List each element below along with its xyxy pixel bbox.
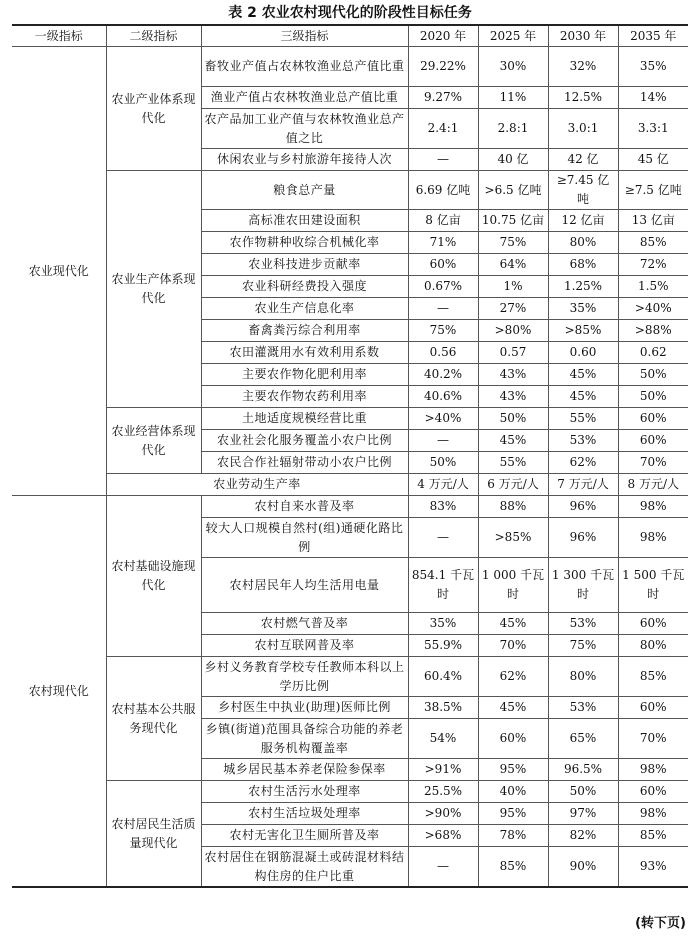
target-value-2030: 42 亿 bbox=[548, 149, 618, 171]
target-value-2035: 60% bbox=[618, 430, 688, 452]
table-row bbox=[12, 781, 688, 803]
target-value-2025: 1 000 千瓦时 bbox=[478, 558, 548, 613]
target-value-2035: 85% bbox=[618, 825, 688, 847]
target-value-2035: 98% bbox=[618, 803, 688, 825]
target-value-2020: 29.22% bbox=[408, 47, 478, 87]
target-value-2030: 53% bbox=[548, 430, 618, 452]
target-value-2025: 10.75 亿亩 bbox=[478, 210, 548, 232]
target-value-2035: 0.62 bbox=[618, 342, 688, 364]
target-value-2025: 78% bbox=[478, 825, 548, 847]
table-body bbox=[12, 47, 688, 888]
target-value-2020: 38.5% bbox=[408, 697, 478, 719]
target-value-2035: >88% bbox=[618, 320, 688, 342]
level3-indicator: 主要农作物化肥利用率 bbox=[201, 364, 408, 386]
table-title: 表 2 农业农村现代化的阶段性目标任务 bbox=[228, 5, 472, 21]
target-value-2020: 40.2% bbox=[408, 364, 478, 386]
target-value-2035: 98% bbox=[618, 518, 688, 558]
target-value-2025: 45% bbox=[478, 430, 548, 452]
target-value-2030: 45% bbox=[548, 364, 618, 386]
target-value-2020: 6.69 亿吨 bbox=[408, 171, 478, 210]
target-value-2025: 40% bbox=[478, 781, 548, 803]
target-value-2035: 1 500 千瓦时 bbox=[618, 558, 688, 613]
target-value-2025: 50% bbox=[478, 408, 548, 430]
level3-indicator: 农产品加工业产值与农林牧渔业总产值之比 bbox=[201, 109, 408, 149]
level3-indicator: 农村自来水普及率 bbox=[201, 496, 408, 518]
target-value-2025: 95% bbox=[478, 759, 548, 781]
level3-indicator: 渔业产值占农林牧渔业总产值比重 bbox=[201, 87, 408, 109]
target-value-2020: 854.1 千瓦时 bbox=[408, 558, 478, 613]
level2-indicator: 农业产业体系现代化 bbox=[106, 47, 201, 171]
header-cell: 二级指标 bbox=[106, 25, 201, 47]
level3-indicator: 畜牧业产值占农林牧渔业总产值比重 bbox=[201, 47, 408, 87]
target-value-2025: 55% bbox=[478, 452, 548, 474]
target-value-2025: 75% bbox=[478, 232, 548, 254]
header-row bbox=[12, 25, 688, 47]
target-value-2035: 93% bbox=[618, 847, 688, 888]
level2-indicator: 农村基本公共服务现代化 bbox=[106, 657, 201, 781]
target-value-2030: 0.60 bbox=[548, 342, 618, 364]
target-value-2035: 60% bbox=[618, 613, 688, 635]
header-cell: 2035 年 bbox=[618, 25, 688, 47]
target-value-2020: — bbox=[408, 430, 478, 452]
header-cell: 一级指标 bbox=[12, 25, 106, 47]
header-cell: 2020 年 bbox=[408, 25, 478, 47]
target-value-2025: >85% bbox=[478, 518, 548, 558]
target-value-2020: 40.6% bbox=[408, 386, 478, 408]
level3-indicator: 较大人口规模自然村(组)通硬化路比例 bbox=[201, 518, 408, 558]
target-value-2030: 65% bbox=[548, 719, 618, 759]
target-value-2035: 98% bbox=[618, 759, 688, 781]
target-value-2025: 40 亿 bbox=[478, 149, 548, 171]
continued-note: (转下页) bbox=[635, 916, 686, 931]
target-value-2020: — bbox=[408, 518, 478, 558]
target-value-2025: 6 万元/人 bbox=[478, 474, 548, 496]
target-value-2035: 60% bbox=[618, 781, 688, 803]
target-value-2035: 13 亿亩 bbox=[618, 210, 688, 232]
target-value-2025: 88% bbox=[478, 496, 548, 518]
level3-indicator: 农业科技进步贡献率 bbox=[201, 254, 408, 276]
level3-indicator: 休闲农业与乡村旅游年接待人次 bbox=[201, 149, 408, 171]
target-value-2020: >91% bbox=[408, 759, 478, 781]
level3-indicator: 农作物耕种收综合机械化率 bbox=[201, 232, 408, 254]
level3-indicator: 农业科研经费投入强度 bbox=[201, 276, 408, 298]
target-value-2020: 2.4:1 bbox=[408, 109, 478, 149]
level3-indicator: 乡村医生中执业(助理)医师比例 bbox=[201, 697, 408, 719]
table-row bbox=[12, 657, 688, 697]
level1-indicator: 农村现代化 bbox=[12, 496, 106, 888]
level3-indicator: 高标准农田建设面积 bbox=[201, 210, 408, 232]
target-value-2030: 80% bbox=[548, 232, 618, 254]
target-value-2030: 35% bbox=[548, 298, 618, 320]
level3-indicator: 农民合作社辐射带动小农户比例 bbox=[201, 452, 408, 474]
level3-indicator: 乡村义务教育学校专任教师本科以上学历比例 bbox=[201, 657, 408, 697]
level3-indicator: 农业社会化服务覆盖小农户比例 bbox=[201, 430, 408, 452]
level3-indicator: 畜禽粪污综合利用率 bbox=[201, 320, 408, 342]
header-cell: 三级指标 bbox=[201, 25, 408, 47]
target-value-2030: 12.5% bbox=[548, 87, 618, 109]
target-value-2030: 53% bbox=[548, 697, 618, 719]
target-value-2030: 80% bbox=[548, 657, 618, 697]
target-value-2035: 1.5% bbox=[618, 276, 688, 298]
level2-indicator: 农业生产体系现代化 bbox=[106, 171, 201, 408]
target-value-2035: 14% bbox=[618, 87, 688, 109]
level3-indicator: 农村生活污水处理率 bbox=[201, 781, 408, 803]
target-value-2035: 3.3:1 bbox=[618, 109, 688, 149]
target-value-2030: 68% bbox=[548, 254, 618, 276]
table-row bbox=[12, 474, 688, 496]
target-value-2030: 62% bbox=[548, 452, 618, 474]
target-value-2020: 83% bbox=[408, 496, 478, 518]
level3-indicator: 农村居住在钢筋混凝土或砖混材料结构住房的住户比重 bbox=[201, 847, 408, 888]
level2-indicator: 农村基础设施现代化 bbox=[106, 496, 201, 657]
target-value-2020: 54% bbox=[408, 719, 478, 759]
target-value-2030: 97% bbox=[548, 803, 618, 825]
target-value-2025: 60% bbox=[478, 719, 548, 759]
target-value-2020: 25.5% bbox=[408, 781, 478, 803]
target-value-2020: — bbox=[408, 298, 478, 320]
target-value-2030: 96.5% bbox=[548, 759, 618, 781]
target-value-2020: 55.9% bbox=[408, 635, 478, 657]
target-value-2030: 53% bbox=[548, 613, 618, 635]
level3-indicator: 农村燃气普及率 bbox=[201, 613, 408, 635]
target-value-2020: — bbox=[408, 847, 478, 888]
target-value-2020: 0.67% bbox=[408, 276, 478, 298]
target-value-2020: 35% bbox=[408, 613, 478, 635]
target-value-2035: 8 万元/人 bbox=[618, 474, 688, 496]
target-value-2025: >6.5 亿吨 bbox=[478, 171, 548, 210]
target-value-2020: >68% bbox=[408, 825, 478, 847]
target-value-2035: 70% bbox=[618, 452, 688, 474]
level3-indicator: 城乡居民基本养老保险参保率 bbox=[201, 759, 408, 781]
target-value-2025: 64% bbox=[478, 254, 548, 276]
target-value-2030: 32% bbox=[548, 47, 618, 87]
target-value-2030: 55% bbox=[548, 408, 618, 430]
target-value-2035: 70% bbox=[618, 719, 688, 759]
target-value-2025: 2.8:1 bbox=[478, 109, 548, 149]
target-value-2025: 11% bbox=[478, 87, 548, 109]
target-value-2035: 85% bbox=[618, 232, 688, 254]
target-value-2030: 3.0:1 bbox=[548, 109, 618, 149]
target-value-2020: >40% bbox=[408, 408, 478, 430]
table-row bbox=[12, 496, 688, 518]
level2-indicator: 农业经营体系现代化 bbox=[106, 408, 201, 474]
target-value-2020: — bbox=[408, 149, 478, 171]
table-row bbox=[12, 47, 688, 87]
target-value-2035: 72% bbox=[618, 254, 688, 276]
target-value-2030: 1 300 千瓦时 bbox=[548, 558, 618, 613]
target-value-2020: 75% bbox=[408, 320, 478, 342]
target-value-2025: 0.57 bbox=[478, 342, 548, 364]
level3-indicator: 农村无害化卫生厕所普及率 bbox=[201, 825, 408, 847]
target-value-2025: 43% bbox=[478, 386, 548, 408]
target-value-2030: 96% bbox=[548, 496, 618, 518]
level3-indicator: 土地适度规模经营比重 bbox=[201, 408, 408, 430]
target-value-2020: 8 亿亩 bbox=[408, 210, 478, 232]
level3-indicator: 乡镇(街道)范围具备综合功能的养老服务机构覆盖率 bbox=[201, 719, 408, 759]
target-value-2020: 71% bbox=[408, 232, 478, 254]
level3-indicator: 农村互联网普及率 bbox=[201, 635, 408, 657]
target-value-2025: 27% bbox=[478, 298, 548, 320]
target-value-2020: >90% bbox=[408, 803, 478, 825]
target-value-2035: 35% bbox=[618, 47, 688, 87]
target-value-2030: 82% bbox=[548, 825, 618, 847]
target-value-2020: 9.27% bbox=[408, 87, 478, 109]
target-value-2030: >85% bbox=[548, 320, 618, 342]
target-value-2030: 1.25% bbox=[548, 276, 618, 298]
level3-indicator: 农村居民年人均生活用电量 bbox=[201, 558, 408, 613]
target-value-2030: 50% bbox=[548, 781, 618, 803]
target-value-2025: 85% bbox=[478, 847, 548, 888]
target-value-2025: >80% bbox=[478, 320, 548, 342]
target-value-2020: 60.4% bbox=[408, 657, 478, 697]
target-value-2020: 60% bbox=[408, 254, 478, 276]
target-value-2035: 50% bbox=[618, 386, 688, 408]
target-value-2025: 30% bbox=[478, 47, 548, 87]
target-value-2020: 4 万元/人 bbox=[408, 474, 478, 496]
target-value-2035: 45 亿 bbox=[618, 149, 688, 171]
target-value-2025: 45% bbox=[478, 697, 548, 719]
target-value-2030: ≥7.45 亿吨 bbox=[548, 171, 618, 210]
target-value-2030: 75% bbox=[548, 635, 618, 657]
target-value-2035: >40% bbox=[618, 298, 688, 320]
target-value-2030: 12 亿亩 bbox=[548, 210, 618, 232]
header-cell: 2025 年 bbox=[478, 25, 548, 47]
level3-indicator: 粮食总产量 bbox=[201, 171, 408, 210]
level3-indicator: 农业劳动生产率 bbox=[106, 474, 408, 496]
target-value-2025: 1% bbox=[478, 276, 548, 298]
target-value-2030: 7 万元/人 bbox=[548, 474, 618, 496]
header-cell: 2030 年 bbox=[548, 25, 618, 47]
target-value-2035: 60% bbox=[618, 408, 688, 430]
target-value-2030: 45% bbox=[548, 386, 618, 408]
target-value-2025: 62% bbox=[478, 657, 548, 697]
level3-indicator: 农业生产信息化率 bbox=[201, 298, 408, 320]
target-value-2035: 85% bbox=[618, 657, 688, 697]
target-value-2030: 96% bbox=[548, 518, 618, 558]
target-value-2035: 60% bbox=[618, 697, 688, 719]
level3-indicator: 农村生活垃圾处理率 bbox=[201, 803, 408, 825]
level3-indicator: 农田灌溉用水有效利用系数 bbox=[201, 342, 408, 364]
target-value-2025: 43% bbox=[478, 364, 548, 386]
level1-indicator: 农业现代化 bbox=[12, 47, 106, 496]
target-value-2025: 45% bbox=[478, 613, 548, 635]
target-value-2035: 80% bbox=[618, 635, 688, 657]
target-value-2030: 90% bbox=[548, 847, 618, 888]
target-value-2025: 70% bbox=[478, 635, 548, 657]
target-value-2020: 0.56 bbox=[408, 342, 478, 364]
table-row bbox=[12, 408, 688, 430]
target-value-2035: 50% bbox=[618, 364, 688, 386]
level2-indicator: 农村居民生活质量现代化 bbox=[106, 781, 201, 888]
targets-table bbox=[12, 24, 688, 888]
target-value-2035: 98% bbox=[618, 496, 688, 518]
target-value-2025: 95% bbox=[478, 803, 548, 825]
level3-indicator: 主要农作物农药利用率 bbox=[201, 386, 408, 408]
table-row bbox=[12, 171, 688, 210]
target-value-2020: 50% bbox=[408, 452, 478, 474]
target-value-2035: ≥7.5 亿吨 bbox=[618, 171, 688, 210]
